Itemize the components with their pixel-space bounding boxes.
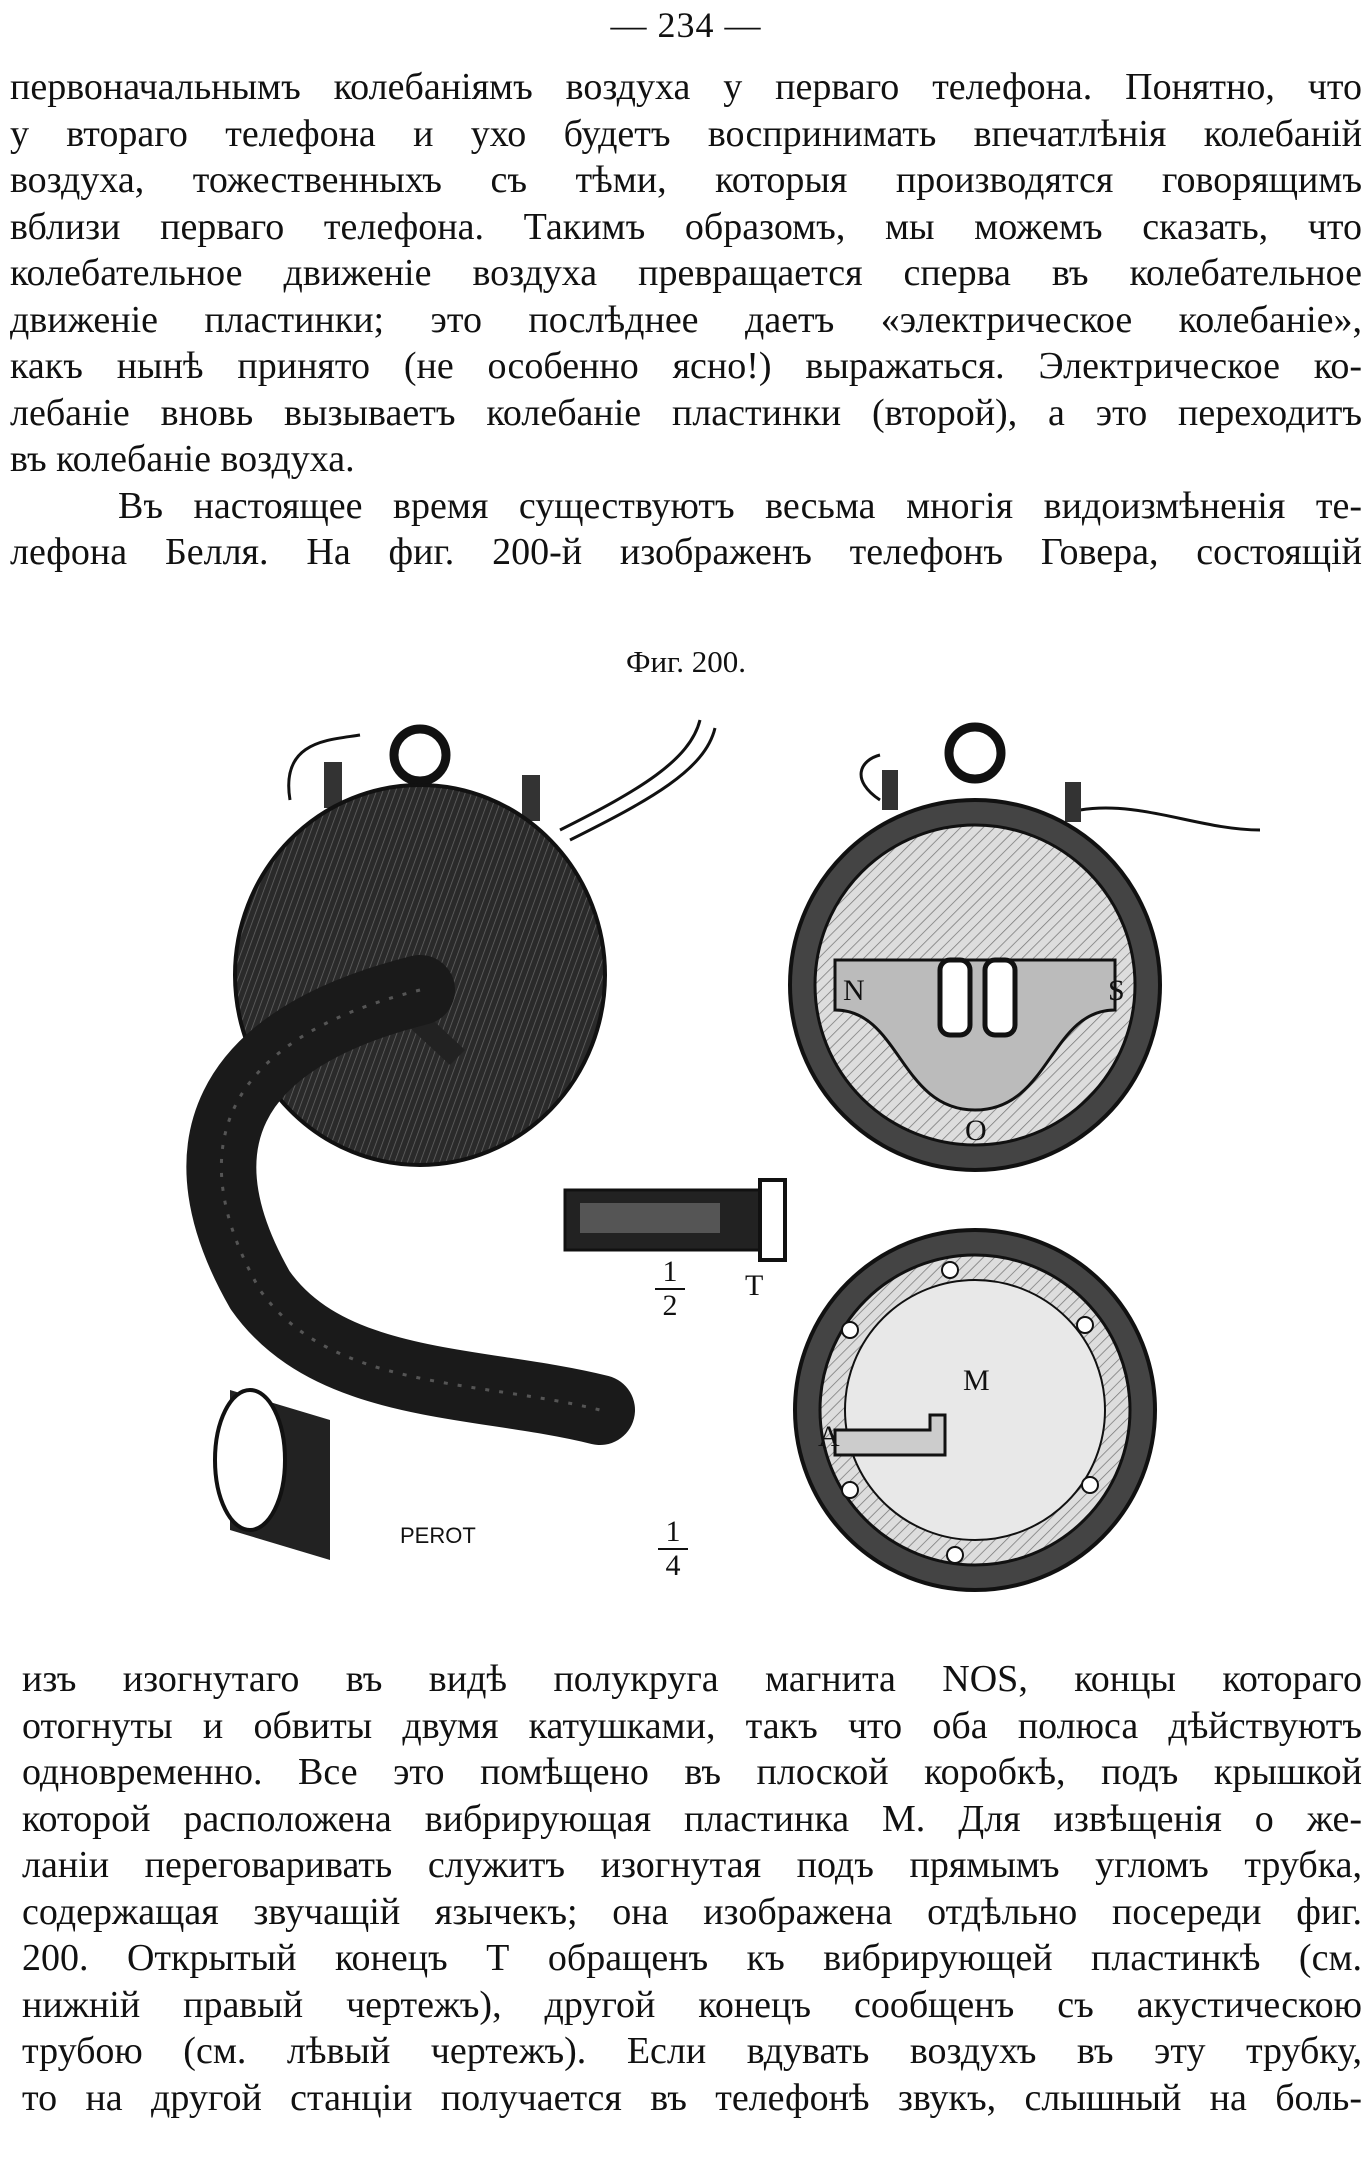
- coil-icon: [985, 960, 1015, 1035]
- label-m: M: [963, 1364, 990, 1397]
- text-line: трубою (см. лѣвый чертежъ). Если вдувать воздухъ въ эту трубку,: [22, 2030, 1362, 2072]
- terminal-icon: [882, 770, 898, 810]
- text-line: отогнуты и обвиты двумя катушками, такъ что оба полюса дѣйствуютъ: [22, 1704, 1362, 1747]
- text-line: вблизи перваго телефона. Такимъ образомъ, мы можемъ сказать, что: [10, 205, 1362, 248]
- scale-quarter: 1 4: [658, 1518, 688, 1580]
- text-line: ланіи переговаривать служитъ изогнутая подъ прямымъ угломъ трубка,: [22, 1844, 1362, 1886]
- text-line: воздуха, тожественныхъ съ тѣми, которыя производятся говорящимъ: [10, 159, 1362, 201]
- text-line: одновременно. Все это помѣщено въ плоской коробкѣ, подъ крышкой: [22, 1751, 1362, 1793]
- label-a: A: [818, 1420, 840, 1453]
- text-line: 200. Открытый конецъ Т обращенъ къ вибрирующей пластинкѣ (см.: [22, 1937, 1362, 1979]
- label-o: O: [965, 1114, 987, 1147]
- bottom-paragraph: [22, 1656, 1362, 2121]
- left-telephone: [215, 720, 715, 1560]
- text-line: нижній правый чертежъ), другой конецъ сообщенъ съ акустическою: [22, 1983, 1362, 2026]
- closed-telephone: [795, 1230, 1155, 1590]
- terminal-icon: [324, 762, 342, 808]
- text-line: содержащая звучащій язычекъ; она изображена отдѣльно посереди фиг.: [22, 1890, 1362, 1933]
- ring-icon: [394, 729, 446, 781]
- text-line: какъ нынѣ принято (не особенно ясно!) выражаться. Электрическое ко-: [10, 345, 1362, 387]
- maker-mark: PEROT: [400, 1523, 476, 1548]
- coil-icon: [940, 960, 970, 1035]
- text-line: лебаніе вновь вызываетъ колебаніе пластинки (второй), а это переходитъ: [10, 391, 1362, 434]
- text-line: изъ изогнутаго въ видѣ полукруга магнита NOS, концы котораго: [22, 1658, 1362, 1700]
- text-line: движеніе пластинки; это послѣднее даетъ «электрическое колебаніе»,: [10, 298, 1362, 341]
- text-line: первоначальнымъ колебаніямъ воздуха у перваго телефона. Понятно, что: [10, 66, 1362, 108]
- label-n: N: [843, 974, 865, 1007]
- page-number: — 234 —: [610, 5, 762, 45]
- open-telephone: [790, 727, 1260, 1170]
- text-line: въ колебаніе воздуха.: [10, 438, 355, 480]
- text-line: лефона Белля. На фиг. 200-й изображенъ телефонъ Говера, состоящій: [10, 531, 1362, 573]
- text-line: колебательное движеніе воздуха превращается сперва въ колебательное: [10, 252, 1362, 294]
- label-t: T: [745, 1269, 764, 1302]
- terminal-icon: [522, 775, 540, 821]
- label-s: S: [1108, 974, 1125, 1007]
- text-line: которой расположена вибрирующая пластинка М. Для извѣщенія о же-: [22, 1797, 1362, 1840]
- ring-icon: [949, 727, 1001, 779]
- scale-half: 1 2: [655, 1258, 685, 1320]
- text-line: Въ настоящее время существуютъ весьма многія видоизмѣненія те-: [118, 484, 1362, 527]
- text-line: у втораго телефона и ухо будетъ воспринимать впечатлѣнія колебаній: [10, 112, 1362, 155]
- text-line: то на другой станціи получается въ телефонѣ звукъ, слышный на боль-: [22, 2076, 1362, 2119]
- figure-caption: Фиг. 200.: [625, 644, 747, 679]
- terminal-icon: [1065, 782, 1081, 822]
